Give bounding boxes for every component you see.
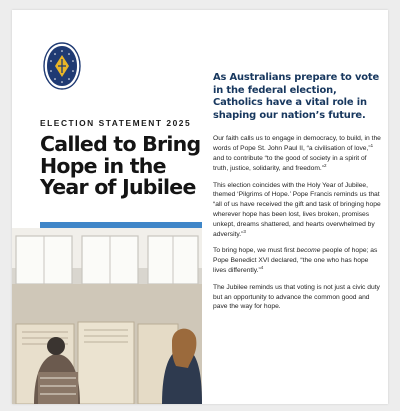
paragraph — [213, 134, 381, 173]
statement-page — [12, 10, 388, 404]
kicker-label: ELECTION STATEMENT 2025 — [40, 118, 192, 128]
paragraph-text: people of hope; as Pope Benedict XVI declared, “the one who has hope lives differently.” — [213, 247, 378, 274]
paragraph-text: To bring hope, we must first — [213, 247, 297, 255]
title-line: Called to Bring — [40, 132, 201, 156]
lead-text: As Australians prepare to vote in the federal election, Catholics have a vital role in shaping our nation’s future. — [213, 72, 379, 121]
footnote-marker: 1 — [370, 142, 374, 148]
title-line: Hope in the — [40, 153, 166, 178]
paragraph — [213, 246, 381, 275]
paragraph-text: This election coincides with the Holy Year of Jubilee, themed ‘Pilgrims of Hope.’ Pope Francis reminds us that “all of us have received the gift and task of bringing hope wherever hope has been lost, lives broken, promises unkept, dreams shattered, and hearts overwhelmed by adversity.” — [213, 181, 381, 238]
emphasis-text: become — [296, 247, 321, 255]
paragraph — [213, 283, 381, 312]
page-title — [40, 134, 220, 199]
title-line: Year of Jubilee — [40, 175, 196, 200]
paragraph-text: and to contribute “to the good of society in a spirit of truth, justice, solidarity, and freedom.” — [213, 154, 367, 172]
statement-body — [213, 72, 381, 319]
footnote-marker: 3 — [243, 228, 246, 234]
paragraph — [213, 181, 381, 240]
bishops-conference-emblem-icon — [43, 42, 81, 90]
footnote-marker: 4 — [260, 264, 264, 270]
polling-booth-photo — [12, 228, 202, 404]
paragraph-text: The Jubilee reminds us that voting is not just a civic duty but an opportunity to advance the common good and pave the way for hope. — [213, 283, 380, 311]
footnote-marker: 2 — [324, 162, 327, 168]
paragraph-text: Our faith calls us to engage in democracy, to build, in the words of Pope St. John Paul II, “a civilisation of love,” — [213, 135, 381, 153]
